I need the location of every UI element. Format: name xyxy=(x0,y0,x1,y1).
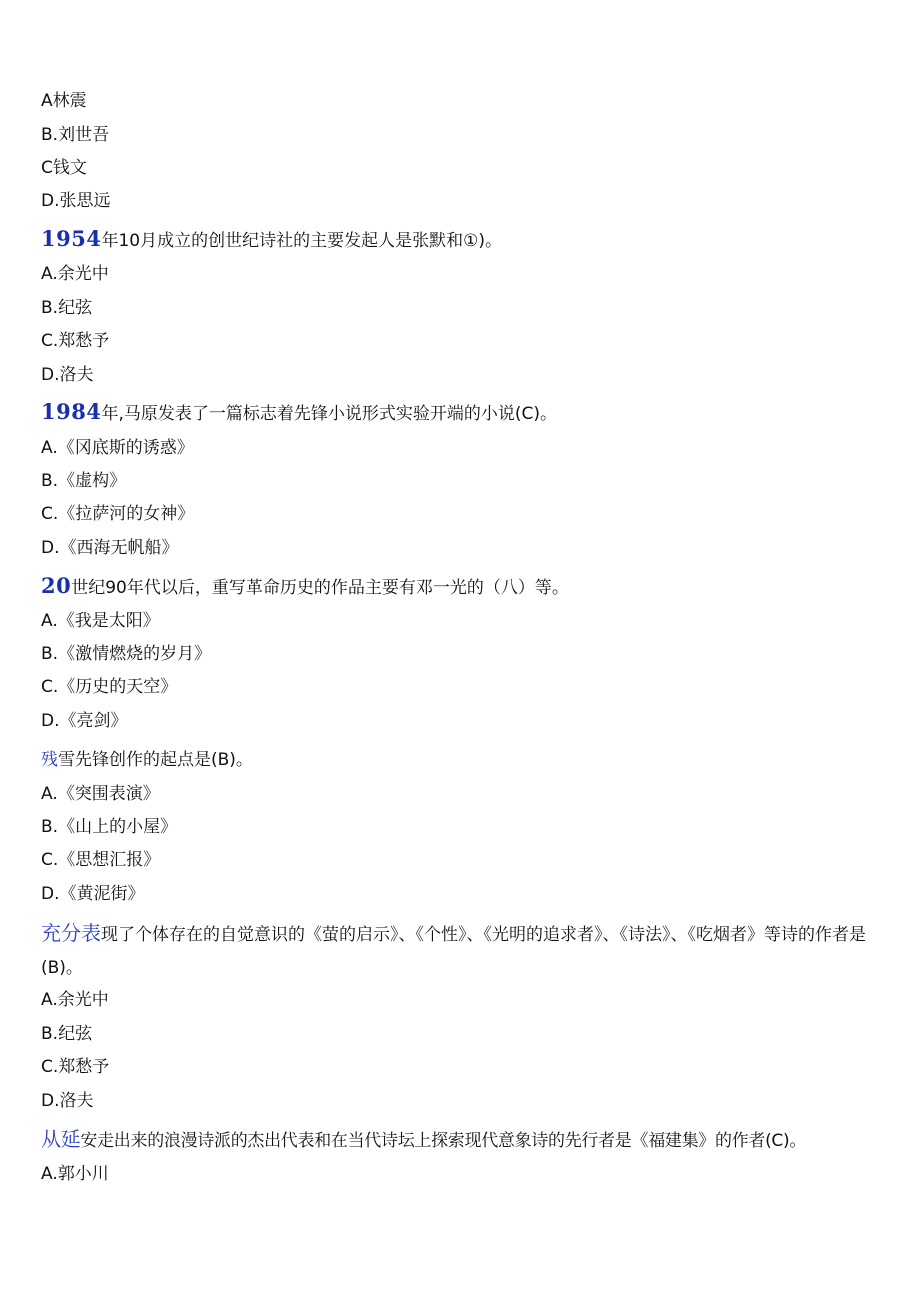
option-text: D.洛夫 xyxy=(41,1091,94,1111)
question-body: 现了个体存在的自觉意识的《萤的启示》、《个性》、《光明的追求者》、《诗法》、《吃烟者》等诗的作者是(B)。 xyxy=(41,925,866,978)
question-body: 年,马原发表了一篇标志着先锋小说形式实验开端的小说(C)。 xyxy=(101,404,557,424)
question-body: 安走出来的浪漫诗派的杰出代表和在当代诗坛上探索现代意象诗的先行者是《福建集》的作者(C)。 xyxy=(80,1131,807,1151)
question-text xyxy=(41,574,900,600)
option-text: A林震 xyxy=(41,91,87,111)
option-text: A.《突围表演》 xyxy=(41,784,160,804)
option-text: B.纪弦 xyxy=(41,1024,93,1044)
question-text xyxy=(41,400,900,426)
option-text: C钱文 xyxy=(41,158,87,178)
question-text xyxy=(41,917,880,985)
option-text: A.余光中 xyxy=(41,990,109,1010)
option-text: D.洛夫 xyxy=(41,365,94,385)
option-text: A.《我是太阳》 xyxy=(41,611,160,631)
option-text: D.张思远 xyxy=(41,191,111,211)
question-text xyxy=(41,748,900,772)
option-text: B.纪弦 xyxy=(41,298,93,318)
question-lead: 充分表 xyxy=(41,921,101,945)
option-text: A.郭小川 xyxy=(41,1164,109,1184)
option-text: B.《虚构》 xyxy=(41,471,127,491)
question-text xyxy=(41,1127,900,1153)
option-text: D.《西海无帆船》 xyxy=(41,538,179,558)
option-text: B.《激情燃烧的岁月》 xyxy=(41,644,212,664)
question-body: 世纪90年代以后，重写革命历史的作品主要有邓一光的（八）等。 xyxy=(71,578,569,598)
question-lead: 1984 xyxy=(41,399,102,424)
option-text: B.刘世吾 xyxy=(41,125,110,145)
option-text: C.《思想汇报》 xyxy=(41,850,161,870)
option-text: D.《黄泥街》 xyxy=(41,884,145,904)
question-text xyxy=(41,227,900,253)
question-lead: 20 xyxy=(41,573,72,598)
option-text: A.余光中 xyxy=(41,264,109,284)
question-body: 雪先锋创作的起点是(B)。 xyxy=(58,750,253,770)
question-lead: 从延 xyxy=(41,1127,81,1151)
option-text: C.《拉萨河的女神》 xyxy=(41,504,195,524)
option-text: A.《冈底斯的诱惑》 xyxy=(41,438,194,458)
option-text: D.《亮剑》 xyxy=(41,711,128,731)
option-text: C.郑愁予 xyxy=(41,331,110,351)
question-lead: 残 xyxy=(41,750,58,770)
question-body: 年10月成立的创世纪诗社的主要发起人是张默和①)。 xyxy=(101,231,502,251)
option-text: B.《山上的小屋》 xyxy=(41,817,178,837)
question-lead: 1954 xyxy=(41,226,102,251)
option-text: C.郑愁予 xyxy=(41,1057,110,1077)
option-text: C.《历史的天空》 xyxy=(41,677,178,697)
